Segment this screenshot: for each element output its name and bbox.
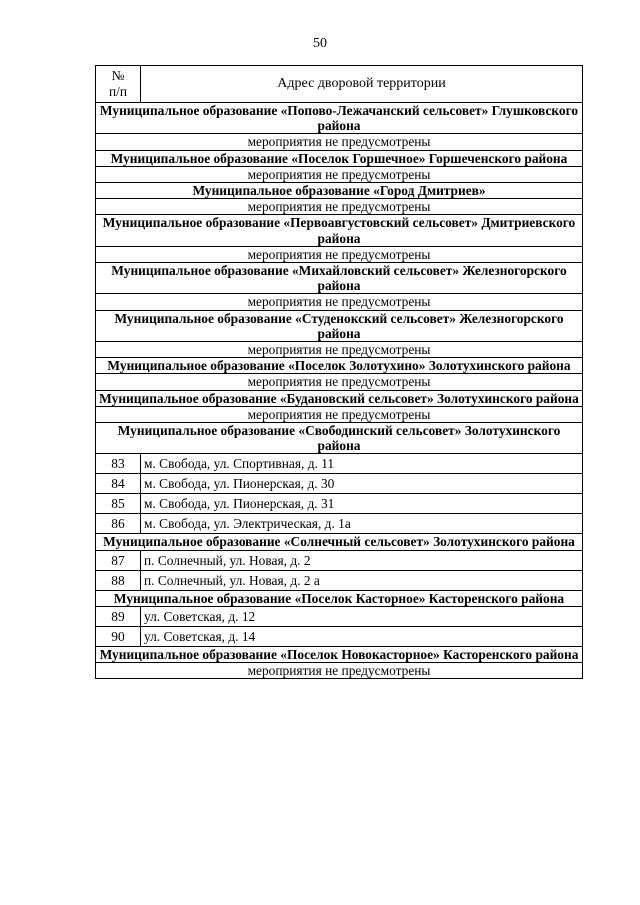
- table-row: [96, 550, 583, 570]
- row-address: м. Свобода, ул. Пионерская, д. 31: [141, 494, 583, 514]
- row-number: 90: [96, 626, 141, 646]
- row-number: 83: [96, 454, 141, 474]
- table-row: [96, 514, 583, 534]
- municipality-group-row: [96, 310, 583, 341]
- row-number: 88: [96, 570, 141, 590]
- municipality-name: Муниципальное образование «Будановский сельсовет» Золотухинского района: [96, 390, 583, 406]
- table-row: [96, 570, 583, 590]
- municipality-name: Муниципальное образование «Первоавгустовский сельсовет» Дмитриевского района: [96, 215, 583, 246]
- table-row: [96, 494, 583, 514]
- number-sign-label: №: [111, 68, 125, 83]
- row-number: 86: [96, 514, 141, 534]
- table-row: [96, 626, 583, 646]
- no-measures-note: мероприятия не предусмотрены: [96, 294, 583, 310]
- row-address: п. Солнечный, ул. Новая, д. 2 а: [141, 570, 583, 590]
- no-measures-row: [96, 663, 583, 679]
- municipality-group-row: [96, 150, 583, 166]
- no-measures-row: [96, 246, 583, 262]
- municipality-name: Муниципальное образование «Поселок Горшечное» Горшеченского района: [96, 150, 583, 166]
- no-measures-row: [96, 406, 583, 422]
- table-row: [96, 606, 583, 626]
- municipality-group-row: [96, 590, 583, 606]
- row-address: ул. Советская, д. 12: [141, 606, 583, 626]
- no-measures-note: мероприятия не предусмотрены: [96, 342, 583, 358]
- municipality-group-row: [96, 423, 583, 454]
- row-address: м. Свобода, ул. Электрическая, д. 1а: [141, 514, 583, 534]
- no-measures-row: [96, 294, 583, 310]
- no-measures-note: мероприятия не предусмотрены: [96, 406, 583, 422]
- table-row: [96, 474, 583, 494]
- no-measures-row: [96, 374, 583, 390]
- no-measures-note: мероприятия не предусмотрены: [96, 199, 583, 215]
- row-number: 85: [96, 494, 141, 514]
- municipality-name: Муниципальное образование «Город Дмитриев»: [96, 183, 583, 199]
- row-address: м. Свобода, ул. Пионерская, д. 30: [141, 474, 583, 494]
- no-measures-row: [96, 166, 583, 182]
- row-number: 89: [96, 606, 141, 626]
- table-body: [96, 103, 583, 679]
- municipality-group-row: [96, 263, 583, 294]
- no-measures-note: мероприятия не предусмотрены: [96, 663, 583, 679]
- column-header-address: Адрес дворовой территории: [141, 66, 583, 103]
- no-measures-note: мероприятия не предусмотрены: [96, 246, 583, 262]
- municipality-group-row: [96, 183, 583, 199]
- municipality-name: Муниципальное образование «Михайловский сельсовет» Железногорского района: [96, 263, 583, 294]
- table-header-row: [96, 66, 583, 103]
- table-row: [96, 454, 583, 474]
- municipality-name: Муниципальное образование «Поселок Касторное» Касторенского района: [96, 590, 583, 606]
- pp-label: п/п: [108, 84, 128, 99]
- municipality-group-row: [96, 358, 583, 374]
- column-header-number: [96, 66, 141, 103]
- municipality-group-row: [96, 646, 583, 662]
- municipality-name: Муниципальное образование «Попово-Лежачанский сельсовет» Глушковского района: [96, 103, 583, 134]
- municipality-group-row: [96, 390, 583, 406]
- row-address: м. Свобода, ул. Спортивная, д. 11: [141, 454, 583, 474]
- municipality-group-row: [96, 215, 583, 246]
- address-table: [95, 65, 583, 679]
- row-address: п. Солнечный, ул. Новая, д. 2: [141, 550, 583, 570]
- municipality-group-row: [96, 103, 583, 134]
- municipality-name: Муниципальное образование «Поселок Золотухино» Золотухинского района: [96, 358, 583, 374]
- no-measures-note: мероприятия не предусмотрены: [96, 166, 583, 182]
- no-measures-note: мероприятия не предусмотрены: [96, 134, 583, 150]
- no-measures-note: мероприятия не предусмотрены: [96, 374, 583, 390]
- municipality-group-row: [96, 534, 583, 550]
- no-measures-row: [96, 134, 583, 150]
- municipality-name: Муниципальное образование «Солнечный сельсовет» Золотухинского района: [96, 534, 583, 550]
- no-measures-row: [96, 342, 583, 358]
- row-address: ул. Советская, д. 14: [141, 626, 583, 646]
- no-measures-row: [96, 199, 583, 215]
- row-number: 84: [96, 474, 141, 494]
- municipality-name: Муниципальное образование «Студенокский сельсовет» Железногорского района: [96, 310, 583, 341]
- municipality-name: Муниципальное образование «Свободинский сельсовет» Золотухинского района: [96, 423, 583, 454]
- municipality-name: Муниципальное образование «Поселок Новокасторное» Касторенского района: [96, 646, 583, 662]
- page-number: 50: [313, 36, 327, 51]
- row-number: 87: [96, 550, 141, 570]
